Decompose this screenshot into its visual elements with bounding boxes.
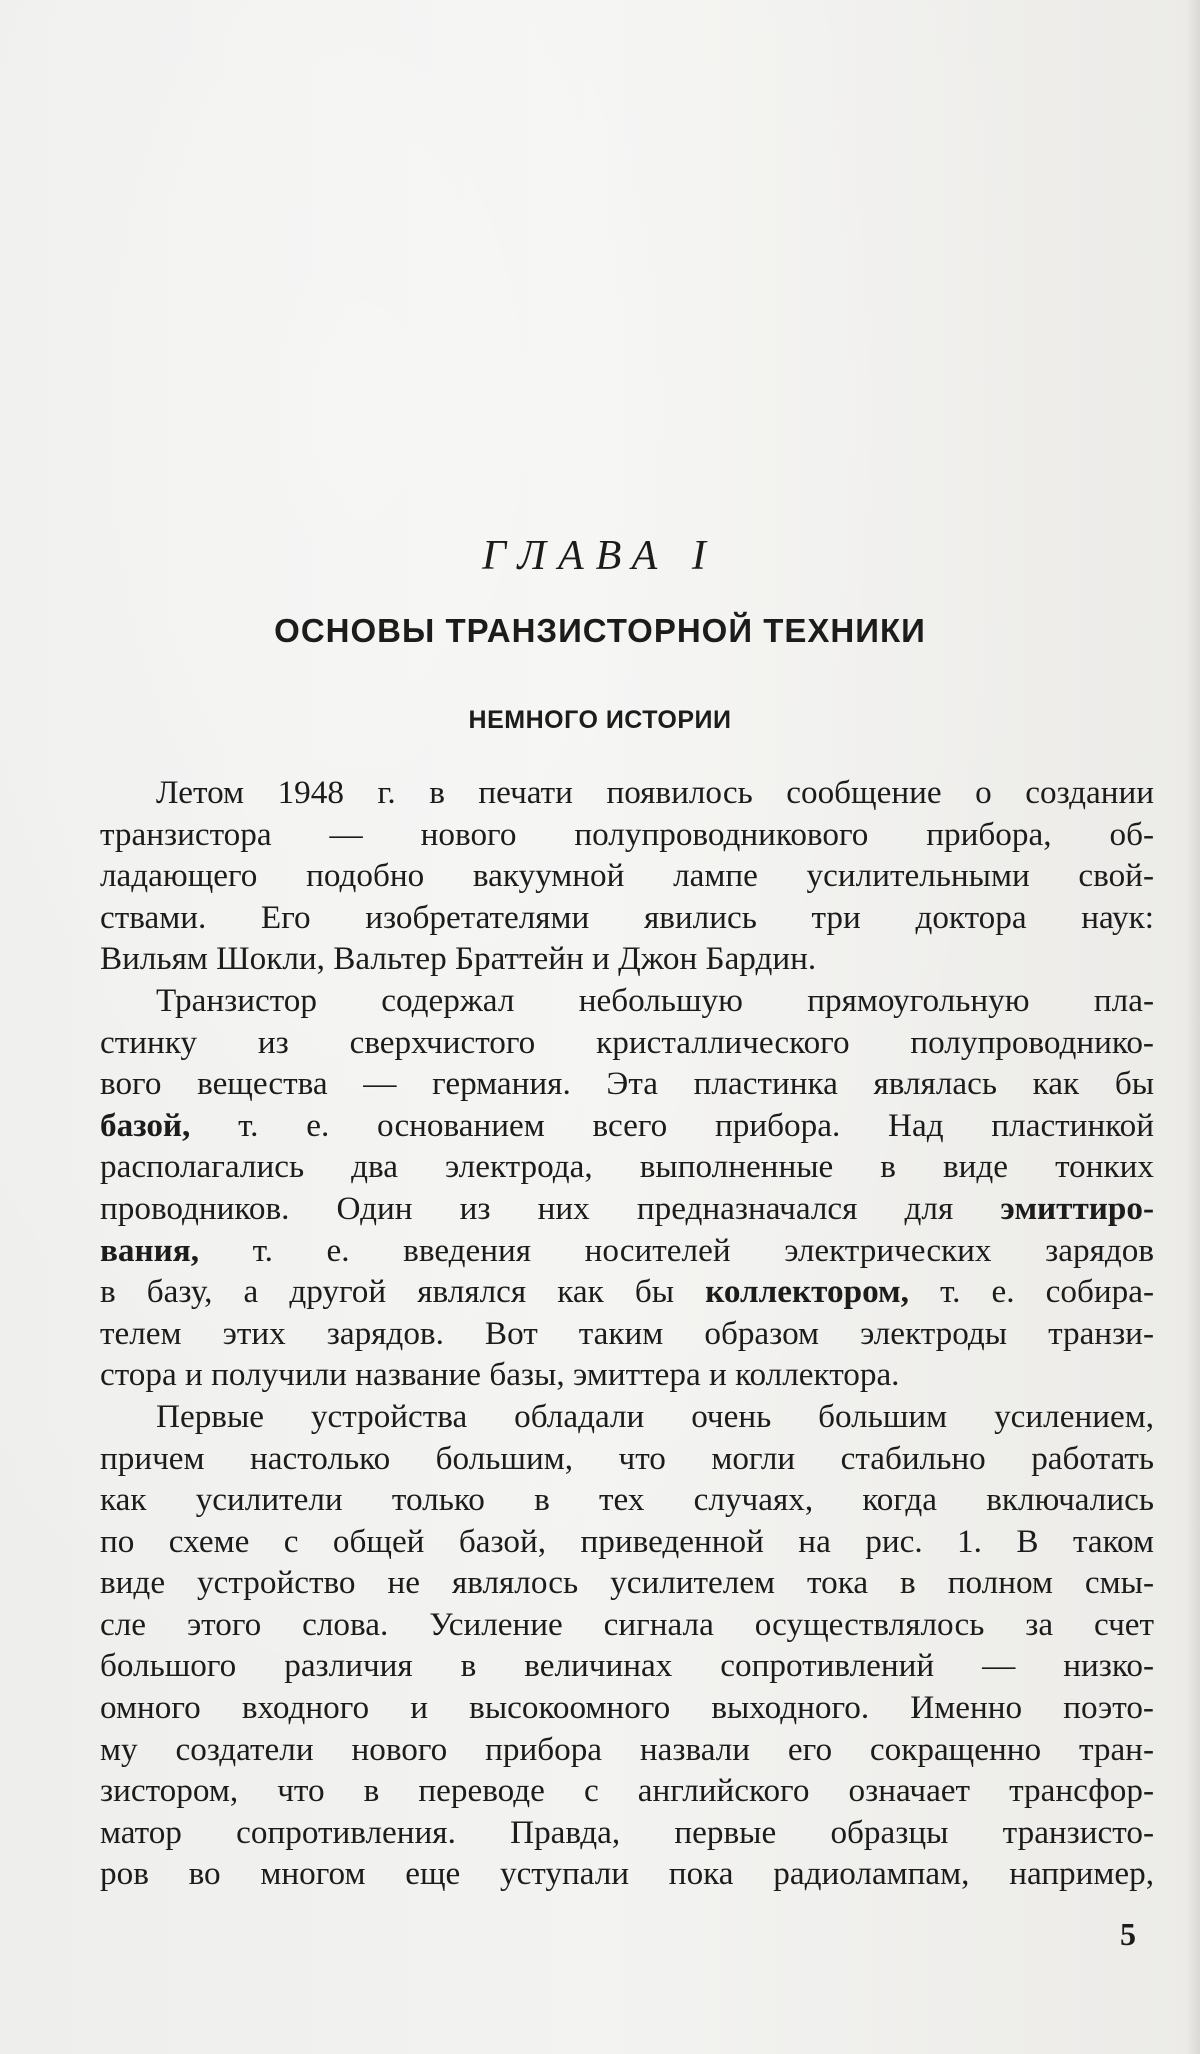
text-line bbox=[100, 1022, 1154, 1064]
term-emitting-end: вания, bbox=[100, 1231, 200, 1269]
text-span: Транзистор содержал небольшую прямоугольную пла- bbox=[156, 981, 1154, 1019]
text-span: транзистора — нового полупроводникового прибора, об- bbox=[100, 815, 1154, 853]
text-line bbox=[100, 1562, 1154, 1604]
text-line bbox=[100, 855, 1154, 897]
text-line bbox=[100, 1396, 1154, 1438]
text-line bbox=[100, 1354, 1154, 1396]
text-span: Вильям Шокли, Вальтер Браттейн и Джон Бардин. bbox=[100, 940, 817, 978]
text-line bbox=[100, 1271, 1154, 1313]
text-span: виде устройство не являлось усилителем тока в полном смы- bbox=[100, 1564, 1154, 1602]
term-emitting: эмиттиро- bbox=[1000, 1189, 1154, 1227]
page-edge-shadow bbox=[1186, 0, 1200, 2054]
text-span: стора и получили название базы, эмиттера и коллектора. bbox=[100, 1356, 900, 1394]
text-span: т. е. основанием всего прибора. Над пластинкой bbox=[190, 1106, 1154, 1144]
text-span: располагались два электрода, выполненные в виде тонких bbox=[100, 1148, 1154, 1186]
text-line bbox=[100, 1645, 1154, 1687]
text-span: по схеме с общей базой, приведенной на рис. 1. В таком bbox=[100, 1522, 1154, 1560]
text-line bbox=[100, 1729, 1154, 1771]
text-line bbox=[100, 1770, 1154, 1812]
text-line bbox=[100, 1146, 1154, 1188]
section-title: НЕМНОГО ИСТОРИИ bbox=[468, 706, 732, 734]
text-line bbox=[100, 1313, 1154, 1355]
text-line bbox=[100, 814, 1154, 856]
text-line bbox=[100, 1853, 1154, 1895]
text-line bbox=[100, 1188, 1154, 1230]
text-line bbox=[100, 1230, 1154, 1272]
text-line bbox=[100, 897, 1154, 939]
text-line bbox=[100, 1479, 1154, 1521]
text-line bbox=[100, 1105, 1154, 1147]
text-span: в базу, а другой являлся как бы bbox=[100, 1273, 706, 1311]
text-span: зистором, что в переводе с английского означает трансфор- bbox=[100, 1772, 1154, 1810]
text-line bbox=[100, 1521, 1154, 1563]
text-line bbox=[100, 1604, 1154, 1646]
text-line bbox=[100, 1812, 1154, 1854]
text-span: ствами. Его изобретателями явились три доктора наук: bbox=[100, 898, 1154, 936]
text-span: омного входного и высокоомного выходного. Именно поэто- bbox=[100, 1689, 1154, 1727]
term-base: базой, bbox=[100, 1106, 191, 1144]
text-span: му создатели нового прибора назвали его сокращенно тран- bbox=[100, 1730, 1154, 1768]
page-number: 5 bbox=[1120, 1916, 1136, 1952]
text-span: Летом 1948 г. в печати появилось сообщение о создании bbox=[156, 774, 1154, 811]
text-span: телем этих зарядов. Вот таким образом электроды транзи- bbox=[100, 1314, 1154, 1352]
text-line bbox=[100, 772, 1154, 814]
text-line bbox=[100, 1063, 1154, 1105]
text-span: сле этого слова. Усиление сигнала осуществлялось за счет bbox=[100, 1605, 1154, 1643]
chapter-label: ГЛАВА I bbox=[482, 533, 718, 579]
term-collector: коллектором, bbox=[705, 1273, 909, 1311]
text-span: т. е. введения носителей электрических зарядов bbox=[199, 1231, 1154, 1269]
text-span: большого различия в величинах сопротивлений — низко- bbox=[100, 1647, 1154, 1685]
text-span: вого вещества — германия. Эта пластинка являлась как бы bbox=[100, 1065, 1154, 1103]
text-span: ладающего подобно вакуумной лампе усилительными свой- bbox=[100, 857, 1154, 895]
text-span: проводников. Один из них предназначался для bbox=[100, 1189, 1001, 1227]
text-span: как усилители только в тех случаях, когда включались bbox=[100, 1481, 1154, 1519]
text-span: причем настолько большим, что могли стабильно работать bbox=[100, 1439, 1154, 1477]
text-line bbox=[100, 938, 1154, 980]
text-line bbox=[100, 1687, 1154, 1729]
text-span: стинку из сверхчистого кристаллического полупроводнико- bbox=[100, 1023, 1154, 1061]
text-line bbox=[100, 980, 1154, 1022]
chapter-title: ОСНОВЫ ТРАНЗИСТОРНОЙ ТЕХНИКИ bbox=[274, 612, 926, 649]
text-span: Первые устройства обладали очень большим усилением, bbox=[156, 1397, 1154, 1435]
body-text bbox=[100, 772, 1154, 1895]
text-span: ров во многом еще уступали пока радиолампам, например, bbox=[100, 1855, 1154, 1893]
text-span: т. е. собира- bbox=[908, 1273, 1154, 1311]
text-span: матор сопротивления. Правда, первые образцы транзисто- bbox=[100, 1813, 1154, 1851]
text-line bbox=[100, 1438, 1154, 1480]
